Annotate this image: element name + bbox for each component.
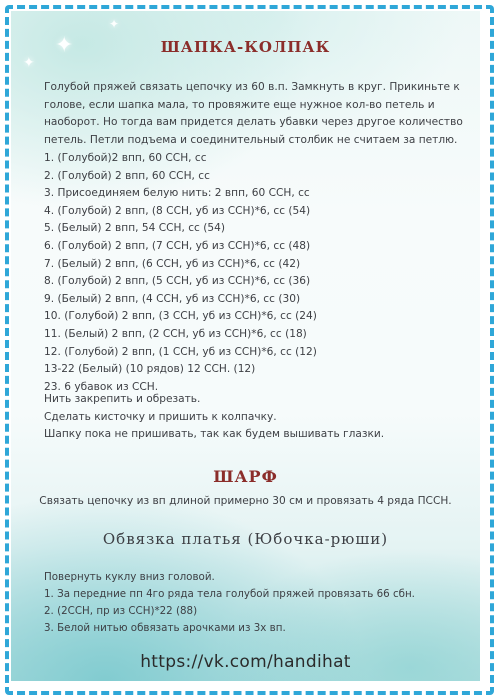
dress-title: Обвязка платья (Юбочка-рюши) (102, 530, 389, 548)
dress-line: 2. (2ССН, пр из ССН)*22 (88) (44, 605, 198, 617)
step-line: 10. (Голубой) 2 впп, (3 ССН, уб из ССН)*6, сс (24) (44, 310, 317, 323)
note-line: Сделать кисточку и пришить к колпачку. (44, 410, 277, 423)
scarf-title: ШАРФ (213, 467, 278, 486)
step-line: 7. (Белый) 2 впп, (6 ССН, уб из ССН)*6, сс (42) (44, 257, 301, 270)
step-line: 2. (Голубой) 2 впп, 60 ССН, сс (44, 169, 210, 182)
ending-notes (44, 391, 469, 444)
step-line: 8. (Голубой) 2 впп, (5 ССН, уб из ССН)*6, сс (36) (44, 275, 311, 288)
dress-line: Повернуть куклу вниз головой. (44, 571, 215, 583)
steps-list (44, 150, 469, 396)
step-line: 6. (Голубой) 2 впп, (7 ССН, уб из ССН)*6, сс (48) (44, 239, 311, 252)
dress-instructions (44, 569, 469, 637)
sparkle-icon: ✦ (109, 17, 120, 31)
step-line: 3. Присоединяем белую нить: 2 впп, 60 ССН, сс (44, 187, 310, 200)
source-link[interactable]: https://vk.com/handihat (140, 652, 351, 672)
step-line: 13-22 (Белый) (10 рядов) 12 ССН. (12) (44, 363, 256, 376)
note-line: Шапку пока не пришивать, так как будем вышивать глазки. (44, 428, 385, 441)
hat-title: ШАПКА-КОЛПАК (160, 38, 331, 56)
sparkle-icon: ✦ (23, 55, 35, 71)
step-line: 9. (Белый) 2 впп, (4 ССН, уб из ССН)*6, сс (30) (44, 292, 301, 305)
intro-paragraph: Голубой пряжей связать цепочку из 60 в.п. Замкнуть в круг. Прикиньте к голове, если шапка мала, то провяжите еще нужное кол-во петель и наоборот. Но тогда вам придется делать убавки через другое количество петель. Петли подъема и соединительный столбик не считаем за петлю. (44, 81, 463, 146)
step-line: 4. (Голубой) 2 впп, (8 ССН, уб из ССН)*6, сс (54) (44, 204, 311, 217)
sparkle-icon: ✦ (55, 33, 74, 58)
step-line: 1. (Голубой)2 впп, 60 ССН, сс (44, 152, 207, 164)
step-line: 23. 6 убавок из ССН. (44, 380, 159, 393)
dress-line: 3. Белой нитью обвязать арочками из 3х вп. (44, 622, 286, 634)
pattern-card (11, 11, 480, 681)
step-line: 11. (Белый) 2 впп, (2 ССН, уб из ССН)*6, сс (18) (44, 327, 307, 340)
dress-line: 1. За передние пп 4го ряда тела голубой пряжей провязать 66 сбн. (44, 588, 415, 600)
step-line: 5. (Белый) 2 впп, 54 ССН, сс (54) (44, 222, 225, 235)
step-line: 12. (Голубой) 2 впп, (1 ССН, уб из ССН)*6, сс (12) (44, 345, 317, 358)
note-line: Нить закрепить и обрезать. (44, 393, 201, 405)
scarf-instructions: Связать цепочку из вп длиной примерно 30 см и провязать 4 ряда ПССН. (39, 495, 452, 507)
